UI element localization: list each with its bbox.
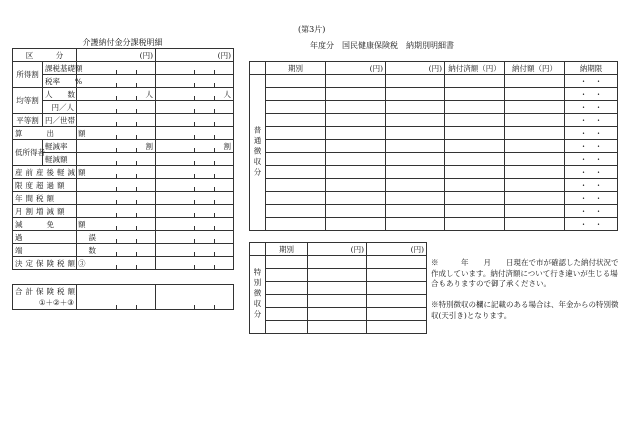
tax-row — [13, 192, 234, 205]
schedule-row — [250, 179, 618, 192]
special-row — [250, 295, 427, 308]
special-header: (円) — [350, 244, 364, 254]
tax-row — [13, 244, 234, 257]
value-cell-1: 割 — [145, 141, 153, 151]
schedule-row — [250, 192, 618, 205]
row-label: 年間税額 — [15, 193, 57, 203]
special-row — [250, 269, 427, 282]
due-date-mark: ・ ・ — [579, 206, 603, 216]
tax-row — [13, 153, 234, 166]
tax-row — [13, 127, 234, 140]
group-label: 低所得者 — [15, 148, 45, 157]
tax-row — [13, 218, 234, 231]
due-date-mark: ・ ・ — [579, 154, 603, 164]
schedule-row — [250, 218, 618, 231]
row-label: 端 数 — [15, 245, 99, 255]
tax-row — [13, 114, 234, 127]
note-2: ※特別徴収の欄に記載のある場合は、年金からの特別徴収(天引き)となります。 — [431, 300, 619, 320]
special-row — [250, 256, 427, 269]
special-row — [250, 321, 427, 334]
regular-collection-table — [249, 61, 618, 231]
tax-row — [13, 205, 234, 218]
column-header-yen-1: (円) — [139, 50, 153, 60]
schedule-row — [250, 140, 618, 153]
tax-row — [13, 257, 234, 270]
tax-row — [13, 75, 234, 88]
value-cell-2: 人 — [223, 89, 231, 99]
value-cell-1: 人 — [145, 89, 153, 99]
special-collection-label: 特別徴収分 — [253, 268, 262, 321]
group-label: 所得割 — [16, 70, 39, 79]
row-label: 円／人 — [51, 102, 74, 112]
schedule-header: (円) — [428, 63, 442, 73]
row-label: 過 誤 — [15, 232, 99, 242]
regular-collection-label: 普通徴収分 — [253, 126, 262, 179]
value-cell-2: 割 — [223, 141, 231, 151]
tax-row — [13, 62, 234, 75]
tax-row — [13, 88, 234, 101]
row-label: 減 免 額 — [15, 219, 89, 229]
row-label: 月割増減額 — [15, 206, 68, 216]
column-header-yen-2: (円) — [217, 50, 231, 60]
due-date-mark: ・ ・ — [579, 76, 603, 86]
group-label: 平等割 — [16, 115, 39, 125]
row-label: 円／世帯 — [45, 115, 75, 125]
total-formula: ①＋②＋③ — [38, 298, 74, 307]
row-label: 課税基礎額 — [45, 63, 83, 73]
row-label: 決定保険税額③ — [15, 258, 89, 268]
schedule-header: 期別 — [288, 63, 303, 73]
due-date-mark: ・ ・ — [579, 180, 603, 190]
row-label: 産前産後軽減額 — [15, 167, 89, 177]
due-date-mark: ・ ・ — [579, 141, 603, 151]
tax-row — [13, 231, 234, 244]
group-label: 均等割 — [16, 96, 39, 105]
tax-row — [13, 140, 234, 153]
schedule-row — [250, 114, 618, 127]
due-date-mark: ・ ・ — [579, 219, 603, 229]
schedule-row — [250, 75, 618, 88]
row-label: 限度超過額 — [15, 180, 68, 190]
schedule-row — [250, 101, 618, 114]
column-header-category: 区 分 — [25, 50, 64, 60]
due-date-mark: ・ ・ — [579, 167, 603, 177]
payment-schedule-title: 年度分 国民健康保険税 納期別明細書 — [310, 41, 454, 50]
tax-row — [13, 101, 234, 114]
schedule-row — [250, 205, 618, 218]
schedule-row — [250, 127, 618, 140]
row-label: 税率 % — [45, 76, 83, 86]
tax-row — [13, 166, 234, 179]
schedule-row — [250, 153, 618, 166]
row-label: 軽減額 — [45, 154, 68, 164]
row-label: 算 出 額 — [15, 128, 89, 138]
special-row — [250, 282, 427, 295]
special-collection-table — [249, 242, 427, 334]
note-1: ※ 年 月 日現在で市が確認した納付状況で作成しています。納付済額について行き違いが生じる場合もありますので御了承ください。 — [431, 258, 619, 288]
row-label: 人 数 — [45, 89, 75, 99]
tax-row — [13, 179, 234, 192]
due-date-mark: ・ ・ — [579, 89, 603, 99]
schedule-row — [250, 88, 618, 101]
total-tax-box — [12, 284, 234, 310]
page-number: (第3片) — [298, 25, 326, 34]
total-label: 合計保険税額 — [15, 287, 78, 296]
schedule-header: 納期限 — [579, 63, 603, 73]
special-header: (円) — [410, 244, 424, 254]
schedule-header: 納付済額（円） — [448, 63, 501, 73]
schedule-header: 納付額（円） — [512, 63, 557, 73]
due-date-mark: ・ ・ — [579, 115, 603, 125]
row-label: 軽減率 — [45, 141, 68, 151]
due-date-mark: ・ ・ — [579, 193, 603, 203]
schedule-header: (円) — [369, 63, 383, 73]
tax-breakdown-table — [12, 48, 234, 270]
due-date-mark: ・ ・ — [579, 102, 603, 112]
special-row — [250, 308, 427, 321]
due-date-mark: ・ ・ — [579, 128, 603, 138]
schedule-row — [250, 166, 618, 179]
left-table-title: 介護納付金分課税明細 — [82, 38, 163, 47]
special-header: 期別 — [279, 244, 294, 254]
